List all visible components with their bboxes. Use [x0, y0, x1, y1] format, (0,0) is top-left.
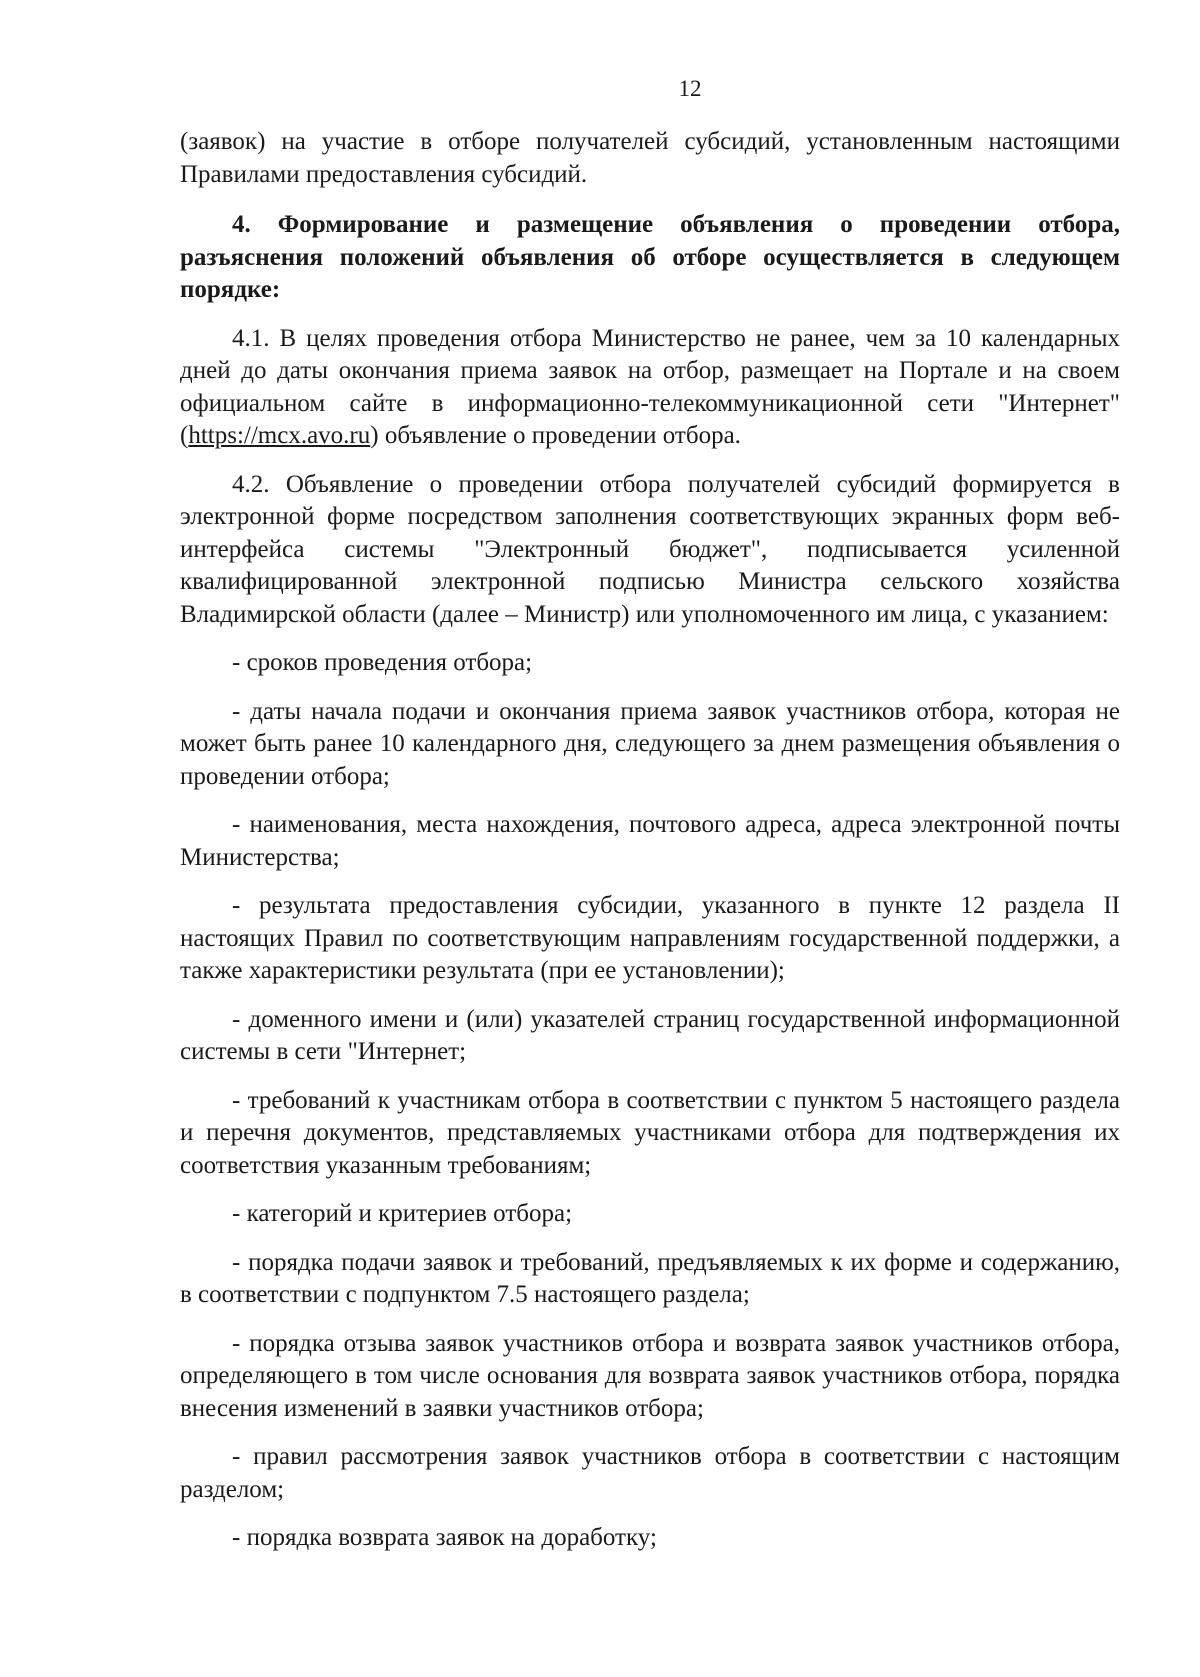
- paragraph-4-1: [180, 323, 1120, 453]
- section-heading: 4. Формирование и размещение объявления о проведении отбора, разъяснения положений объявления об отборе осуществляется в следующем порядке:: [180, 211, 1120, 303]
- list-item-review-rules: - правил рассмотрения заявок участников отбора в соответствии с настоящим разделом;: [180, 1443, 1120, 1503]
- list-item-deadlines: - сроков проведения отбора;: [232, 649, 533, 676]
- list-item-contacts: - наименования, места нахождения, почтового адреса, адреса электронной почты Министерства;: [180, 811, 1120, 871]
- list-item-withdrawal: - порядка отзыва заявок участников отбора и возврата заявок участников отбора, определяющего в том числе основания для возврата заявок участников отбора, порядка внесения изменений в заявки участников отбора;: [180, 1329, 1120, 1422]
- list-item-submission: - порядка подачи заявок и требований, предъявляемых к их форме и содержанию, в соответствии с подпунктом 7.5 настоящего раздела;: [180, 1248, 1120, 1308]
- list-item-dates: - даты начала подачи и окончания приема заявок участников отбора, которая не может быть ранее 10 календарного дня, следующего за днем размещения объявления о проведении отбора;: [180, 697, 1120, 790]
- list-item-categories: - категорий и критериев отбора;: [232, 1200, 573, 1227]
- list-item-requirements: - требований к участникам отбора в соответствии с пунктом 5 настоящего раздела и перечня документов, представляемых участниками отбора для подтверждения их соответствия указанным требованиям;: [180, 1086, 1120, 1179]
- paragraph-4-1-text: 4.1. В целях проведения отбора Министерство не ранее, чем за 10 календарных дней до даты окончания приема заявок на отбор, размещает на Портале и на своем официальном сайте в информационно-телекоммуникационной сети "Интернет" (: [180, 324, 1120, 449]
- list-item-return: - порядка возврата заявок на доработку;: [232, 1524, 657, 1551]
- list-item-result: - результата предоставления субсидии, указанного в пункте 12 раздела II настоящих Правил по соответствующим направлениям государственной поддержки, а также характеристики результата (при ее установлении);: [180, 892, 1120, 984]
- document-body: [180, 126, 1120, 1571]
- list-item-domain: - доменного имени и (или) указателей страниц государственной информационной системы в сети "Интернет;: [180, 1005, 1120, 1065]
- paragraph-4-2: 4.2. Объявление о проведении отбора получателей субсидий формируется в электронной форме посредством заполнения соответствующих экранных форм веб-интерфейса системы "Электронный бюджет", подписывается усиленной квалифицированной электронной подписью Министра сельского хозяйства Владимирской области (далее – Министр) или уполномоченного им лица, с указанием:: [180, 470, 1120, 628]
- website-link[interactable]: https://mcx.avo.ru: [188, 422, 371, 449]
- page-number: 12: [678, 76, 702, 101]
- paragraph-continuation: (заявок) на участие в отборе получателей субсидий, установленным настоящими Правилами предоставления субсидий.: [180, 128, 1120, 188]
- paragraph-4-1-text-end: ) объявление о проведении отбора.: [370, 422, 741, 449]
